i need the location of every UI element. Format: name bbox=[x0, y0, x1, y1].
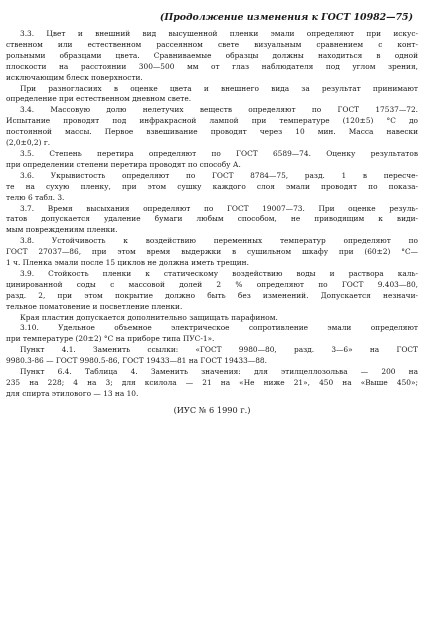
text-line: При разногласиях в оценке цвета и внешнего вида за результат принимают bbox=[20, 83, 418, 93]
text-line: 235 на 228; 4 на 3; для ксилола — 21 на «Не ниже 21», 450 на «Выше 450»; bbox=[6, 378, 418, 387]
text-line: Края пластин допускается дополнительно защищать парафином. bbox=[20, 312, 278, 322]
text-line: разд. 2, при этом покрытие должно быть без изменений. Допускается незначи- bbox=[6, 290, 418, 300]
text-line: 3.3. Цвет и внешний вид высушенной пленки эмали определяют при искус- bbox=[20, 29, 418, 38]
text-line: 1 ч. Пленка эмали после 15 циклов не должна иметь трещин. bbox=[6, 258, 249, 268]
text-line: 9980.3-86 — ГОСТ 9980.5-86, ГОСТ 19433—81 на ГОСТ 19433—88. bbox=[6, 356, 267, 366]
text-line: 3.4. Массовую долю нелетучих веществ определяют по ГОСТ 17537—72. bbox=[20, 105, 418, 115]
publication-note: (ИУС № 6 1990 г.) bbox=[173, 404, 251, 415]
text-line: 3.7. Время высыхания определяют по ГОСТ 19007—73. При оценке резуль- bbox=[20, 203, 418, 213]
text-line: Пункт 6.4. Таблица 4. Заменить значения: для этилцеллозольва — 200 на bbox=[20, 367, 418, 377]
text-line: цинированной соды с массовой долей 2 % определяют по ГОСТ 9.403—80, bbox=[6, 279, 418, 289]
text-line: ГОСТ 27037—86, при этом время выдержки в сушильном шкафу при (60±2) °С— bbox=[6, 247, 418, 257]
text-line: исключающим блеск поверхности. bbox=[6, 72, 143, 82]
text-line: плоскости на расстоянии 300—500 мм от глаз наблюдателя под углом зрения, bbox=[6, 61, 418, 71]
text-line: 3.10. Удельное объемное электрическое сопротивление эмали определяют bbox=[20, 323, 418, 333]
text-line: рольными образцами цвета. Сравниваемые образцы должны находиться в одной bbox=[6, 50, 418, 60]
text-line: 3.8. Устойчивость к воздействию переменных температур определяют по bbox=[20, 236, 418, 246]
text-line: 3.5. Степень перетира определяют по ГОСТ 6589—74. Оценку результатов bbox=[20, 148, 418, 158]
page-header: (Продолжение изменения к ГОСТ 10982—75) bbox=[159, 12, 413, 23]
text-line: те на сухую пленку, при этом сушку каждого слоя эмали проводят по показа- bbox=[6, 181, 418, 191]
text-line: Испытание проводят под инфракрасной лампой при температуре (120±5) °С до bbox=[6, 116, 418, 126]
text-line: 3.9. Стойкость пленки к статическому воздействию воды и раствора каль- bbox=[20, 268, 418, 278]
text-line: мым повреждениям пленки. bbox=[6, 225, 118, 235]
text-line: телю 6 табл. 3. bbox=[6, 192, 65, 202]
text-line: Пункт 4.1. Заменить ссылки: «ГОСТ 9980—80, разд. 3—6» на ГОСТ bbox=[20, 345, 418, 355]
text-line: татов допускается удаление бумаги любым способом, не приводящим к види- bbox=[6, 214, 418, 224]
text-line: (2,0±0,2) г. bbox=[6, 138, 51, 148]
text-line: при температуре (20±2) °С на приборе типа ПУС-1». bbox=[6, 334, 215, 344]
text-line: тельное поматовение и посветление пленки. bbox=[6, 301, 183, 311]
text-line: постоянной массы. Первое взвешивание проводят через 10 мин. Масса навески bbox=[6, 127, 418, 137]
text-line: ственном или естественном рассеянном свете визуальным сравнением с конт- bbox=[6, 39, 418, 49]
text-line: при определении степени перетира проводят по способу А. bbox=[6, 159, 241, 169]
text-line: 3.6. Укрывистость определяют по ГОСТ 8784—75, разд. 1 в пересче- bbox=[20, 170, 418, 180]
document-body bbox=[6, 29, 418, 416]
text-line: определение при естественном дневном свете. bbox=[6, 94, 192, 104]
text-line: для спирта этилового — 13 на 10. bbox=[6, 388, 139, 398]
